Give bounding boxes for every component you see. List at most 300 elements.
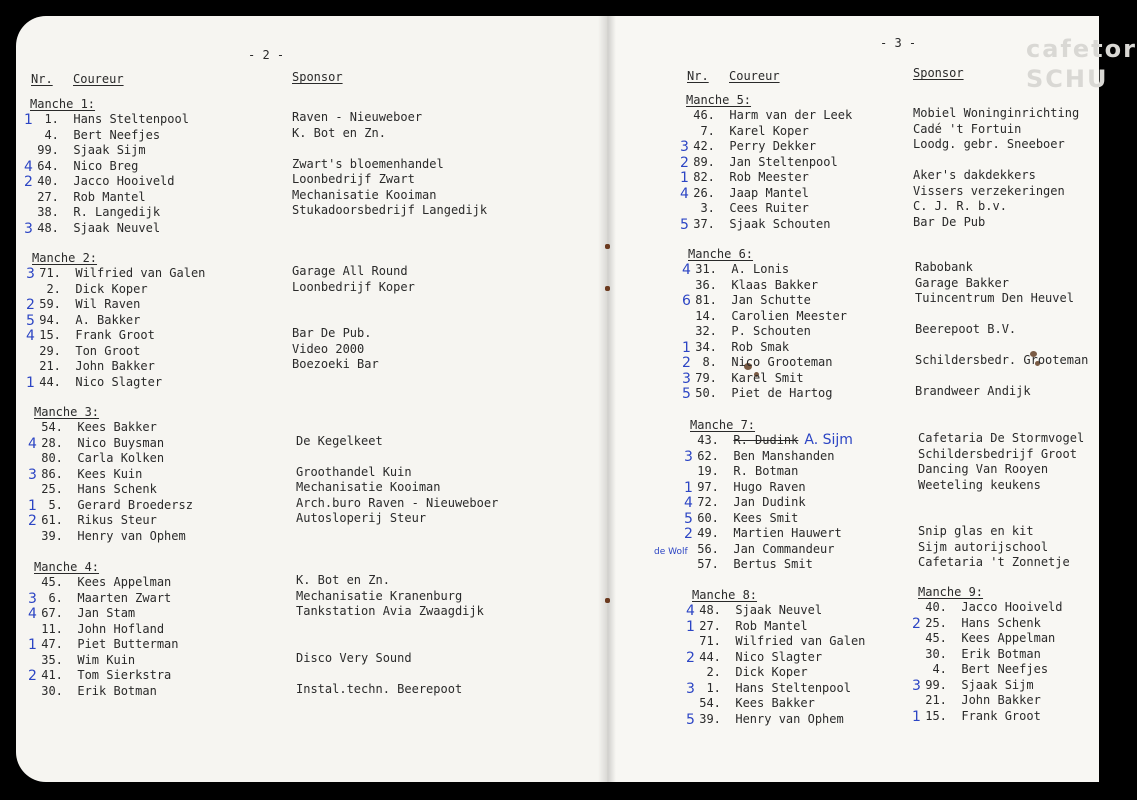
rider-row bbox=[30, 205, 189, 221]
rider-name: Bertus Smit bbox=[733, 557, 813, 571]
rider-name: Cees Ruiter bbox=[729, 201, 809, 215]
rider-row bbox=[690, 464, 853, 480]
rider-number: 38. bbox=[30, 205, 74, 219]
rider-name: R. Langedijk bbox=[73, 205, 161, 219]
rider-row bbox=[24, 174, 189, 190]
rider-name: Kees Kuin bbox=[77, 466, 143, 481]
handwritten-placing: 3 bbox=[28, 590, 37, 607]
rider-row bbox=[680, 216, 852, 233]
rider-name: Wilfried van Galen bbox=[75, 266, 206, 280]
rider-name: Carolien Meester bbox=[731, 308, 847, 323]
rider-name: Henry van Ophem bbox=[735, 711, 844, 726]
staple-mark bbox=[605, 286, 610, 291]
manche-block bbox=[680, 92, 853, 233]
rider-number: 42. bbox=[686, 139, 730, 153]
rider-row bbox=[24, 112, 189, 128]
rider-row bbox=[28, 497, 193, 514]
manche-title: Manche 5: bbox=[686, 93, 752, 107]
handwritten-placing: 4 bbox=[680, 185, 689, 202]
sponsor-name: Mechanisatie Kooiman bbox=[292, 187, 437, 202]
rider-number: 45. bbox=[34, 575, 78, 589]
handwritten-placing: 4 bbox=[686, 603, 695, 619]
rider-name: Gerard Broedersz bbox=[77, 497, 193, 512]
handwritten-placing: 1 bbox=[686, 618, 695, 635]
handwritten-placing: 4 bbox=[684, 495, 693, 511]
rider-row bbox=[32, 344, 205, 360]
rider-row bbox=[28, 513, 193, 529]
rider-name: Jan Schutte bbox=[731, 293, 811, 307]
manche-block bbox=[28, 404, 193, 544]
sponsor-name: De Kegelkeet bbox=[296, 433, 383, 448]
rider-name: Martien Hauwert bbox=[733, 526, 842, 540]
sponsor-name: Stukadoorsbedrijf Langedijk bbox=[292, 203, 488, 217]
sponsor-name: Sijm autorijschool bbox=[918, 539, 1049, 554]
rider-name: Tom Sierkstra bbox=[77, 668, 172, 682]
sponsor-name: Mobiel Woninginrichting bbox=[913, 106, 1080, 120]
rider-name: Wil Raven bbox=[75, 297, 141, 311]
rider-number: 43. bbox=[690, 433, 734, 447]
header-sponsor: Sponsor bbox=[913, 66, 964, 80]
rider-number: 99. bbox=[918, 677, 962, 692]
rider-name: Jan Commandeur bbox=[733, 541, 835, 556]
rider-row bbox=[34, 622, 179, 638]
handwritten-placing: 1 bbox=[28, 497, 37, 514]
rider-number: 57. bbox=[690, 557, 734, 571]
rider-number: 1. bbox=[30, 112, 74, 126]
rider-name: Ton Groot bbox=[75, 343, 141, 358]
rider-number: 41. bbox=[34, 668, 78, 682]
rider-row bbox=[28, 590, 179, 607]
rider-row bbox=[680, 185, 852, 202]
rider-name: John Bakker bbox=[75, 359, 155, 373]
rider-name: Bert Neefjes bbox=[73, 127, 161, 142]
rider-name: Jan Dudink bbox=[733, 495, 806, 509]
rider-row bbox=[688, 324, 847, 340]
sponsor-name: Tuincentrum Den Heuvel bbox=[915, 291, 1074, 305]
rider-name: Frank Groot bbox=[75, 328, 155, 342]
rider-name: Rob Meester bbox=[729, 170, 809, 184]
rider-name: Sjaak Neuvel bbox=[735, 603, 823, 617]
sponsor-name: Brandweer Andijk bbox=[915, 384, 1031, 398]
rider-name: John Bakker bbox=[961, 693, 1041, 707]
rider-number: 27. bbox=[692, 618, 736, 633]
sponsor-name: Bar De Pub. bbox=[292, 326, 372, 340]
handwritten-placing: 3 bbox=[28, 466, 37, 483]
handwritten-placing: 4 bbox=[682, 262, 691, 278]
handwritten-placing: 1 bbox=[24, 112, 33, 128]
rider-name: Nico Slagter bbox=[75, 374, 163, 389]
sponsor-name: Cafetaria 't Zonnetje bbox=[918, 555, 1070, 569]
rider-row bbox=[34, 653, 179, 669]
rider-name: Maarten Zwart bbox=[77, 590, 172, 605]
handwritten-placing: 2 bbox=[912, 615, 921, 632]
manche-title: Manche 4: bbox=[34, 560, 100, 574]
rider-number: 5. bbox=[34, 497, 78, 512]
manche-title: Manche 8: bbox=[692, 588, 758, 602]
rider-name: Sjaak Neuvel bbox=[73, 220, 161, 235]
rider-row bbox=[28, 668, 179, 684]
rider-row bbox=[686, 649, 865, 666]
handwritten-placing: 1 bbox=[684, 479, 693, 496]
rider-row bbox=[918, 647, 1063, 663]
handwritten-placing: 1 bbox=[28, 637, 37, 653]
rider-number: 99. bbox=[30, 143, 74, 157]
sponsor-name: Zwart's bloemenhandel bbox=[292, 156, 444, 171]
header-nr: Nr. bbox=[31, 72, 53, 86]
rider-name: Erik Botman bbox=[961, 646, 1041, 661]
rider-row bbox=[28, 606, 179, 622]
rider-name: Bert Neefjes bbox=[961, 662, 1049, 676]
rider-number: 80. bbox=[34, 451, 78, 465]
rider-row bbox=[24, 158, 189, 175]
handwritten-placing: 2 bbox=[26, 297, 35, 313]
rider-number: 15. bbox=[918, 708, 962, 723]
rider-row bbox=[654, 541, 853, 558]
rider-name: Rikus Steur bbox=[77, 513, 157, 527]
rider-number: 25. bbox=[918, 615, 962, 630]
rider-row bbox=[34, 451, 193, 467]
rider-name: Rob Mantel bbox=[73, 189, 146, 204]
rider-number: 30. bbox=[34, 683, 78, 698]
manche-block bbox=[686, 587, 866, 728]
handwritten-placing: 4 bbox=[28, 606, 37, 622]
handwritten-placing: 1 bbox=[680, 170, 689, 186]
rider-number: 39. bbox=[34, 528, 78, 543]
handwritten-placing: 3 bbox=[912, 677, 921, 694]
page-number-right: - 3 - bbox=[880, 36, 917, 50]
bleed-through-text: cafetor SCHU bbox=[1026, 35, 1137, 93]
sponsor-name: Mechanisatie Kranenburg bbox=[296, 588, 463, 603]
rider-name: Kees Bakker bbox=[735, 696, 815, 710]
rider-number: 25. bbox=[34, 482, 78, 496]
rider-row bbox=[692, 665, 865, 681]
rider-number: 44. bbox=[32, 374, 76, 389]
rider-number: 44. bbox=[692, 649, 736, 664]
handwritten-placing: 2 bbox=[24, 174, 33, 190]
rider-number: 32. bbox=[688, 324, 732, 338]
rider-number: 6. bbox=[34, 590, 78, 605]
sponsor-name: C. J. R. b.v. bbox=[913, 199, 1007, 213]
rider-row bbox=[686, 680, 865, 697]
rider-number: 11. bbox=[34, 621, 78, 636]
rider-number: 40. bbox=[30, 174, 74, 188]
sponsor-name: Bar De Pub bbox=[913, 214, 986, 229]
rider-name: A. Lonis bbox=[731, 262, 790, 276]
sponsor-name: Video 2000 bbox=[292, 341, 365, 356]
rider-number: 89. bbox=[686, 154, 730, 169]
rider-number: 72. bbox=[690, 495, 734, 509]
rider-name: Klaas Bakker bbox=[731, 277, 819, 292]
rider-number: 62. bbox=[690, 448, 734, 463]
manche-title: Manche 6: bbox=[688, 247, 754, 261]
manche-title: Manche 1: bbox=[30, 97, 96, 111]
rider-number: 19. bbox=[690, 464, 734, 478]
rider-row bbox=[34, 529, 193, 545]
handwritten-placing: 1 bbox=[912, 708, 921, 725]
rider-row bbox=[684, 448, 853, 465]
sponsor-name: Garage All Round bbox=[292, 264, 408, 278]
rider-row bbox=[686, 603, 865, 619]
rider-number: 48. bbox=[692, 603, 736, 617]
rider-name: R. Dudink bbox=[733, 433, 799, 447]
manche-block bbox=[24, 96, 189, 237]
rider-name: Kees Appelman bbox=[961, 631, 1056, 645]
rider-number: 60. bbox=[690, 510, 734, 525]
manche-block bbox=[912, 584, 1063, 725]
rider-name: Nico Breg bbox=[73, 158, 139, 173]
rider-name: Nico Grooteman bbox=[731, 355, 833, 369]
rider-name: Perry Dekker bbox=[729, 139, 817, 153]
handwritten-placing: 3 bbox=[682, 370, 691, 387]
rider-row bbox=[28, 466, 193, 483]
manche-title: Manche 7: bbox=[690, 418, 756, 432]
handwritten-placing: 2 bbox=[682, 355, 691, 371]
rider-number: 4. bbox=[918, 662, 962, 676]
rider-name: Nico Slagter bbox=[735, 649, 823, 664]
rider-row bbox=[684, 526, 853, 542]
rider-row bbox=[30, 143, 189, 159]
rider-number: 71. bbox=[692, 634, 736, 648]
rider-name: John Hofland bbox=[77, 621, 165, 636]
rider-row bbox=[34, 684, 179, 700]
sponsor-name: Mechanisatie Kooiman bbox=[296, 480, 441, 494]
rider-row bbox=[682, 339, 847, 356]
rider-number: 71. bbox=[32, 266, 76, 280]
handwritten-placing: 5 bbox=[684, 510, 693, 527]
rider-number: 14. bbox=[688, 308, 732, 323]
header-coureur: Coureur bbox=[729, 69, 780, 83]
rider-row bbox=[684, 479, 853, 496]
rider-row bbox=[28, 637, 179, 653]
rider-number: 8. bbox=[688, 355, 732, 369]
sponsor-name: Garage Bakker bbox=[915, 275, 1009, 290]
rider-name: P. Schouten bbox=[731, 324, 811, 338]
handwritten-placing: 5 bbox=[26, 312, 35, 329]
rider-name: Kees Smit bbox=[733, 510, 799, 525]
sponsor-name: Vissers verzekeringen bbox=[913, 183, 1065, 198]
rider-row bbox=[918, 693, 1063, 709]
rider-name: Sjaak Sijm bbox=[961, 677, 1034, 692]
rider-row bbox=[686, 108, 852, 124]
rider-row bbox=[918, 600, 1063, 616]
rider-number: 4. bbox=[30, 127, 74, 142]
rider-row bbox=[912, 677, 1063, 694]
rider-number: 2. bbox=[692, 665, 736, 679]
rider-number: 54. bbox=[34, 420, 78, 434]
handwritten-placing: 5 bbox=[682, 386, 691, 402]
sponsor-name: Snip glas en kit bbox=[918, 524, 1034, 538]
rider-row bbox=[682, 262, 847, 278]
rider-name: Jacco Hooiveld bbox=[73, 174, 175, 188]
header-coureur: Coureur bbox=[73, 72, 124, 86]
sponsor-name: Aker's dakdekkers bbox=[913, 168, 1036, 182]
manche-title: Manche 9: bbox=[918, 585, 984, 599]
rider-row bbox=[682, 293, 847, 309]
sponsor-name: Loonbedrijf Zwart bbox=[292, 172, 415, 186]
rider-row bbox=[692, 696, 865, 712]
sponsor-name: K. Bot en Zn. bbox=[296, 573, 390, 587]
rider-row bbox=[32, 282, 205, 298]
rider-name: Kees Bakker bbox=[77, 420, 157, 434]
rider-row bbox=[686, 124, 852, 140]
sponsor-name: Tankstation Avia Zwaagdijk bbox=[296, 604, 484, 618]
rider-name: Carla Kolken bbox=[77, 451, 165, 465]
sponsor-name: Arch.buro Raven - Nieuweboer bbox=[296, 495, 499, 510]
rider-number: 37. bbox=[686, 216, 730, 231]
sponsor-name: K. Bot en Zn. bbox=[292, 125, 386, 140]
manche-title: Manche 2: bbox=[32, 251, 98, 265]
rider-row bbox=[34, 420, 193, 436]
rider-row bbox=[26, 328, 205, 344]
rider-name: Jan Stam bbox=[77, 606, 136, 620]
rider-number: 28. bbox=[34, 435, 78, 450]
rider-name: Nico Buysman bbox=[77, 435, 165, 450]
rider-row bbox=[30, 128, 189, 144]
rider-row bbox=[32, 359, 205, 375]
manche-block bbox=[28, 559, 179, 699]
sponsor-name: Loodg. gebr. Sneeboer bbox=[913, 137, 1065, 151]
rider-number: 79. bbox=[688, 370, 732, 385]
rider-name: Kees Appelman bbox=[77, 575, 172, 589]
rider-number: 50. bbox=[688, 386, 732, 400]
rider-number: 67. bbox=[34, 606, 78, 620]
rider-row bbox=[688, 309, 847, 325]
rider-name: Karel Smit bbox=[731, 370, 804, 385]
rider-row bbox=[28, 435, 193, 452]
rider-row bbox=[680, 154, 852, 171]
handwritten-placing: 3 bbox=[26, 266, 35, 282]
rider-number: 21. bbox=[32, 359, 76, 373]
handwritten-placing: 2 bbox=[28, 513, 37, 529]
rider-row bbox=[34, 482, 193, 498]
sponsor-name: Cadé 't Fortuin bbox=[913, 121, 1022, 136]
handwritten-placing: 3 bbox=[24, 220, 33, 237]
sponsor-name: Instal.techn. Beerepoot bbox=[296, 681, 463, 696]
rider-row bbox=[680, 139, 852, 155]
rider-number: 36. bbox=[688, 277, 732, 292]
rider-number: 31. bbox=[688, 262, 732, 276]
handwritten-placing: 5 bbox=[680, 216, 689, 233]
rider-row bbox=[26, 374, 205, 391]
rider-row bbox=[24, 220, 189, 237]
rider-row bbox=[918, 631, 1063, 647]
rider-row bbox=[680, 170, 852, 186]
rider-name: Wilfried van Galen bbox=[735, 634, 866, 648]
rider-row bbox=[912, 615, 1063, 632]
sponsor-name: Disco Very Sound bbox=[296, 650, 412, 665]
rider-row bbox=[688, 278, 847, 294]
sponsor-name: Dancing Van Rooyen bbox=[918, 462, 1049, 476]
handwritten-placing: 3 bbox=[684, 448, 693, 465]
rider-row bbox=[686, 711, 865, 728]
rider-number: 86. bbox=[34, 466, 78, 481]
rider-name: Jan Steltenpool bbox=[729, 154, 838, 169]
rider-name: R. Botman bbox=[733, 464, 799, 478]
rider-number: 35. bbox=[34, 652, 78, 667]
sponsor-name: Raven - Nieuweboer bbox=[292, 110, 423, 124]
rider-row bbox=[682, 386, 847, 402]
handwritten-placing: 4 bbox=[24, 158, 33, 175]
rider-name: Dick Koper bbox=[735, 665, 808, 679]
sponsor-name: Cafetaria De Stormvogel bbox=[918, 431, 1085, 445]
rider-number: 26. bbox=[686, 185, 730, 200]
handwritten-placing: 3 bbox=[680, 139, 689, 155]
rider-number: 1. bbox=[692, 680, 736, 695]
rider-row bbox=[684, 510, 853, 527]
rider-number: 39. bbox=[692, 711, 736, 726]
rider-number: 34. bbox=[688, 339, 732, 354]
rider-row bbox=[686, 201, 852, 217]
rider-number: 61. bbox=[34, 513, 78, 527]
rider-name: Ben Manshanden bbox=[733, 448, 835, 463]
rider-number: 2. bbox=[32, 281, 76, 296]
rider-number: 59. bbox=[32, 297, 76, 311]
rider-number: 94. bbox=[32, 312, 76, 327]
rider-name: Rob Mantel bbox=[735, 618, 808, 633]
handwritten-placing: 1 bbox=[682, 339, 691, 356]
handwritten-placing: 2 bbox=[684, 526, 693, 542]
rider-name: Piet de Hartog bbox=[731, 386, 833, 400]
rider-row bbox=[684, 495, 853, 511]
handwritten-placing: de Wolf bbox=[654, 546, 688, 557]
center-fold bbox=[598, 16, 616, 782]
sponsor-name: Schildersbedr. Grooteman bbox=[915, 353, 1089, 367]
rider-number: 97. bbox=[690, 479, 734, 494]
rider-number: 27. bbox=[30, 189, 74, 204]
rider-row bbox=[690, 557, 853, 573]
page-number-left: - 2 - bbox=[248, 48, 285, 62]
rider-number: 15. bbox=[32, 328, 76, 342]
rider-name: Hans Schenk bbox=[961, 615, 1041, 630]
rider-number: 48. bbox=[30, 220, 74, 235]
staple-mark bbox=[605, 244, 610, 249]
rider-number: 64. bbox=[30, 158, 74, 173]
rider-name: Sjaak Sijm bbox=[73, 143, 146, 157]
sponsor-name: Groothandel Kuin bbox=[296, 464, 412, 479]
rider-name: Frank Groot bbox=[961, 708, 1041, 723]
rider-row bbox=[26, 266, 206, 282]
rider-name: Hans Steltenpool bbox=[735, 680, 851, 695]
rider-number: 40. bbox=[918, 600, 962, 614]
rider-name: A. Bakker bbox=[75, 312, 141, 327]
rider-name: Harm van der Leek bbox=[729, 108, 853, 122]
rider-name: Jaap Mantel bbox=[729, 185, 809, 200]
rider-row bbox=[30, 190, 189, 206]
sponsor-name: Loonbedrijf Koper bbox=[292, 279, 415, 294]
rider-number: 56. bbox=[690, 541, 734, 556]
rider-row bbox=[692, 634, 865, 650]
rider-name: Rob Smak bbox=[731, 339, 790, 354]
handwritten-placing: 1 bbox=[26, 374, 35, 391]
sponsor-name: Schildersbedrijf Groot bbox=[918, 446, 1077, 461]
handwritten-placing: 4 bbox=[28, 435, 37, 452]
handwritten-placing: 6 bbox=[682, 293, 691, 309]
rider-name: Karel Koper bbox=[729, 123, 809, 138]
manche-block bbox=[26, 250, 206, 391]
rider-name: Hans Steltenpool bbox=[73, 112, 189, 126]
rider-number: 47. bbox=[34, 637, 78, 651]
rider-number: 30. bbox=[918, 646, 962, 661]
sponsor-name: Boezoeki Bar bbox=[292, 357, 379, 371]
rider-row bbox=[26, 297, 205, 313]
sponsor-name: Rabobank bbox=[915, 260, 973, 274]
rider-name: Dick Koper bbox=[75, 281, 148, 296]
rider-number: 49. bbox=[690, 526, 734, 540]
handwritten-placing: 3 bbox=[686, 680, 695, 697]
handwritten-placing: 5 bbox=[686, 711, 695, 728]
manche-block bbox=[682, 246, 847, 402]
rider-number: 29. bbox=[32, 343, 76, 358]
